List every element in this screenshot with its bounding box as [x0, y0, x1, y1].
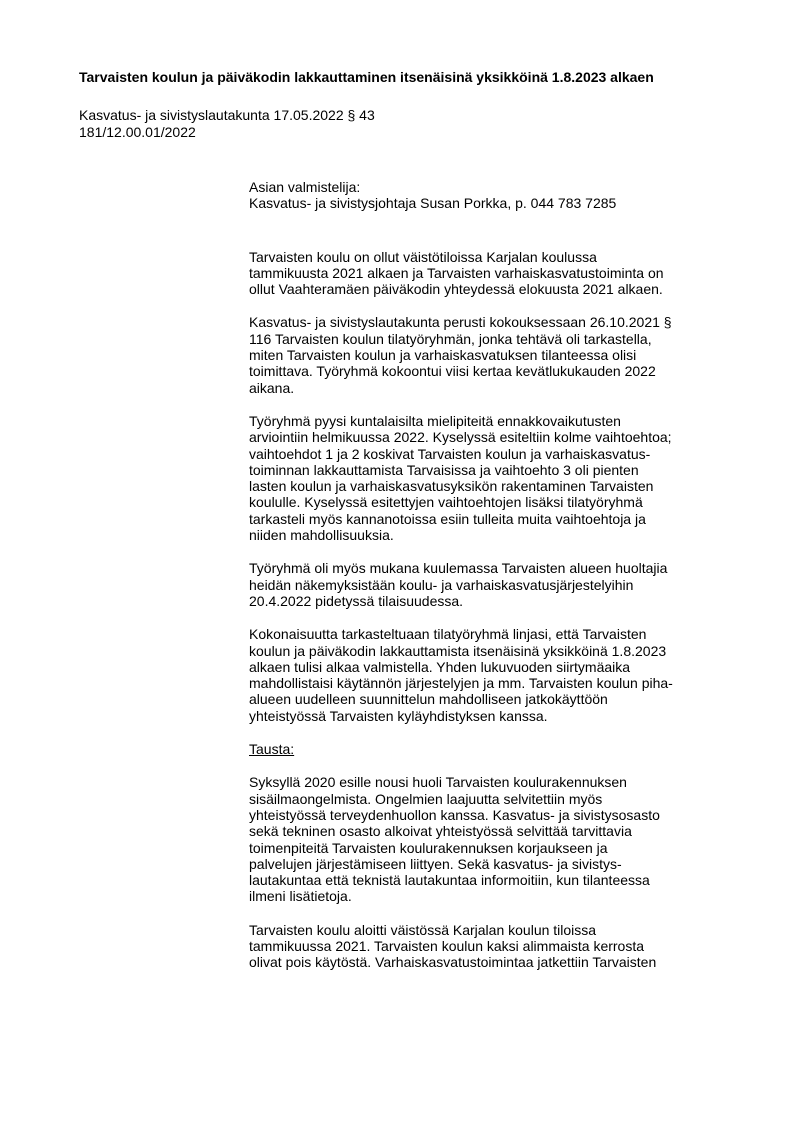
paragraph-line: toiminnan lakkauttamista Tarvaisissa ja vaihtoehto 3 oli pienten	[249, 461, 639, 478]
paragraph-line: 116 Tarvaisten koulun tilatyöryhmän, jonka tehtävä oli tarkastella,	[249, 330, 652, 347]
paragraph-line: toimenpiteitä Tarvaisten koulurakennuksen korjaukseen ja	[249, 839, 608, 856]
paragraph-line: yhteistyössä terveydenhuollon kanssa. Kasvatus- ja sivistysosasto	[249, 806, 660, 823]
paragraph-line: aikana.	[249, 379, 295, 396]
board-meeting-line: Kasvatus- ja sivistyslautakunta 17.05.2022 § 43	[79, 107, 375, 123]
paragraph-line: Työryhmä oli myös mukana kuulemassa Tarvaisten alueen huoltajia	[249, 560, 668, 577]
paragraph-line: alueen uudelleen suunnittelun mahdolliseen jatkokäyttöön	[249, 691, 608, 708]
paragraph-line: Tarvaisten koulu aloitti väistössä Karjalan koulun tiloissa	[249, 921, 597, 938]
paragraph-line: Kokonaisuutta tarkasteltuaan tilatyöryhmä linjasi, että Tarvaisten	[249, 626, 647, 643]
paragraph-line: miten Tarvaisten koulun ja varhaiskasvatuksen tilanteessa olisi	[249, 347, 637, 364]
paragraph	[249, 560, 744, 609]
paragraph-line: arviointiin helmikuussa 2022. Kyselyssä esiteltiin kolme vaihtoehtoa;	[249, 429, 672, 446]
record-number: 181/12.00.01/2022	[79, 123, 196, 140]
paragraph-line: olivat pois käytöstä. Varhaiskasvatustoimintaa jatkettiin Tarvaisten	[249, 954, 657, 971]
meeting-meta	[79, 107, 375, 140]
document-title: Tarvaisten koulun ja päiväkodin lakkauttaminen itsenäisinä yksikköinä 1.8.2023 alkaen	[79, 69, 654, 85]
paragraph-line: heidän näkemyksistään koulu- ja varhaiskasvatusjärjestelyihin	[249, 576, 634, 593]
paragraph-line: lasten koulun ja varhaiskasvatusyksikön rakentaminen Tarvaisten	[249, 478, 654, 495]
paragraph-line: koululle. Kyselyssä esitettyjen vaihtoehtojen lisäksi tilatyöryhmä	[249, 494, 643, 511]
paragraph-line: tammikuussa 2021. Tarvaisten koulun kaksi alimmaista kerrosta	[249, 937, 645, 954]
paragraph-line: niiden mahdollisuuksia.	[249, 527, 394, 544]
paragraph-line: toimittava. Työryhmä kokoontui viisi kertaa kevätlukukauden 2022	[249, 363, 656, 380]
paragraph	[249, 626, 744, 724]
preparer-block	[249, 179, 744, 212]
paragraph-line: mahdollistaisi käytännön järjestelyjen ja mm. Tarvaisten koulun piha-	[249, 675, 673, 692]
preparer-name: Kasvatus- ja sivistysjohtaja Susan Porkka, p. 044 783 7285	[249, 195, 617, 212]
background-heading: Tausta:	[249, 741, 295, 758]
preparer-label: Asian valmistelija:	[249, 179, 361, 195]
paragraph-line: alkaen tulisi alkaa valmistella. Yhden lukuvuoden siirtymäaika	[249, 658, 631, 675]
paragraph-line: Syksyllä 2020 esille nousi huoli Tarvaisten koulurakennuksen	[249, 774, 627, 791]
paragraph-line: ilmeni lisätietoja.	[249, 888, 352, 905]
paragraph	[249, 922, 744, 971]
main-paragraphs	[249, 249, 744, 724]
paragraph-line: lautakuntaa että teknistä lautakuntaa informoitiin, kun tilanteessa	[249, 872, 650, 889]
paragraph-line: palvelujen järjestämiseen liittyen. Sekä kasvatus- ja sivistys-	[249, 855, 622, 872]
paragraph-line: koulun ja päiväkodin lakkauttamista itsenäisinä yksikköinä 1.8.2023	[249, 642, 667, 659]
paragraph	[249, 249, 744, 298]
document-body	[249, 179, 744, 988]
paragraph-line: tammikuusta 2021 alkaen ja Tarvaisten varhaiskasvatustoiminta on	[249, 264, 664, 281]
paragraph-line: Tarvaisten koulu on ollut väistötiloissa Karjalan koulussa	[249, 248, 597, 265]
paragraph-line: vaihtoehdot 1 ja 2 koskivat Tarvaisten koulun ja varhaiskasvatus-	[249, 445, 651, 462]
paragraph-line: Työryhmä pyysi kuntalaisilta mielipiteitä ennakkovaikutusten	[249, 412, 621, 429]
paragraph	[249, 413, 744, 543]
paragraph-line: tarkasteli myös kannanotoissa esiin tulleita muita vaihtoehtoja ja	[249, 510, 646, 527]
paragraph-line: sekä tekninen osasto alkoivat yhteistyössä selvittää tarvittavia	[249, 823, 632, 840]
paragraph-line: sisäilmaongelmista. Ongelmien laajuutta selvitettiin myös	[249, 790, 603, 807]
background-paragraphs	[249, 774, 744, 970]
paragraph-line: 20.4.2022 pidetyssä tilaisuudessa.	[249, 592, 464, 609]
paragraph	[249, 774, 744, 904]
paragraph	[249, 314, 744, 395]
paragraph-line: ollut Vaahteramäen päiväkodin yhteydessä elokuusta 2021 alkaen.	[249, 281, 663, 298]
paragraph-line: yhteistyössä Tarvaisten kyläyhdistyksen kanssa.	[249, 707, 548, 724]
paragraph-line: Kasvatus- ja sivistyslautakunta perusti kokouksessaan 26.10.2021 §	[249, 314, 672, 331]
